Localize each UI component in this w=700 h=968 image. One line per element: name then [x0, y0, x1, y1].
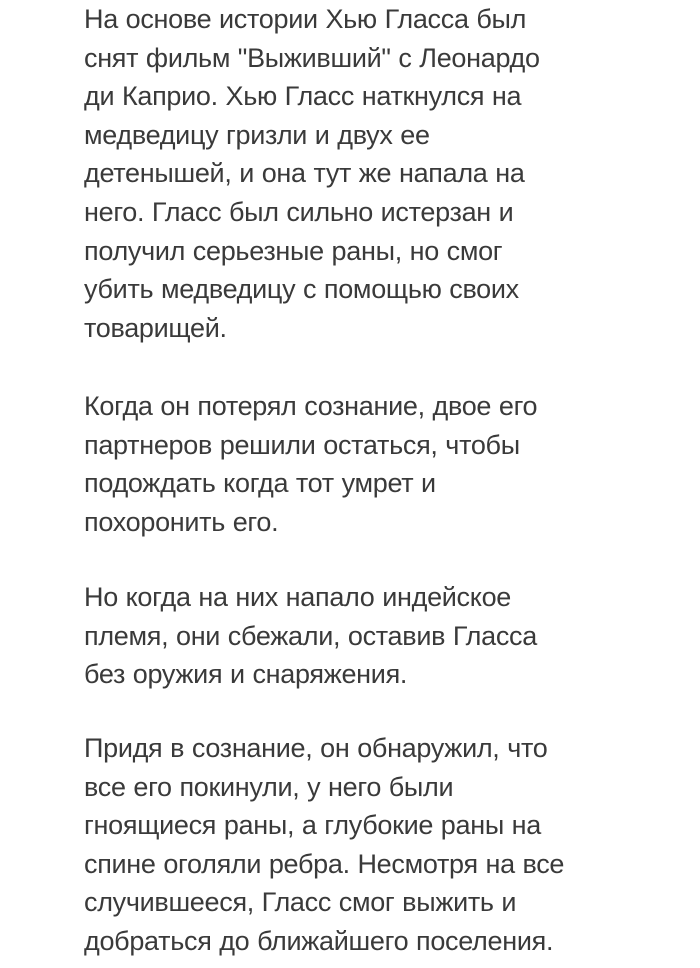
text-line: племя, они сбежали, оставив Гласса: [84, 620, 537, 651]
text-line: снят фильм "Выживший" с Леонардо: [84, 42, 540, 73]
text-line: похоронить его.: [84, 506, 279, 537]
text-line: спине оголяли ребра. Несмотря на все: [84, 848, 565, 879]
text-line: Но когда на них напало индейское: [84, 582, 512, 612]
text-line: медведицу гризли и двух ее: [84, 119, 430, 150]
text-line: получил серьезные раны, но смог: [84, 235, 503, 266]
text-line: товарищей.: [84, 312, 227, 343]
text-line: убить медведицу с помощью своих: [84, 274, 519, 305]
text-line: партнеров решили остаться, чтобы: [84, 429, 520, 460]
text-line: подождать когда тот умрет и: [84, 468, 436, 499]
text-line: Когда он потерял сознание, двое его: [84, 391, 538, 421]
paragraph-3: [84, 578, 537, 694]
paragraph-1: [84, 0, 540, 347]
text-line: На основе истории Хью Гласса был: [84, 4, 527, 34]
text-line: детенышей, и она тут же напала на: [84, 158, 525, 189]
text-line: него. Гласс был сильно истерзан и: [84, 196, 514, 227]
text-line: все его покинули, у него были: [84, 771, 454, 802]
text-line: ди Каприо. Хью Гласс наткнулся на: [84, 81, 522, 112]
text-line: гноящиеся раны, а глубокие раны на: [84, 810, 541, 841]
paragraph-4: [84, 729, 564, 961]
text-line: Придя в сознание, он обнаружил, что: [84, 733, 548, 763]
text-line: случившееся, Гласс смог выжить и: [84, 887, 517, 918]
paragraph-2: [84, 387, 537, 541]
text-line: добраться до ближайшего поселения.: [84, 925, 554, 956]
text-line: без оружия и снаряжения.: [84, 659, 408, 690]
